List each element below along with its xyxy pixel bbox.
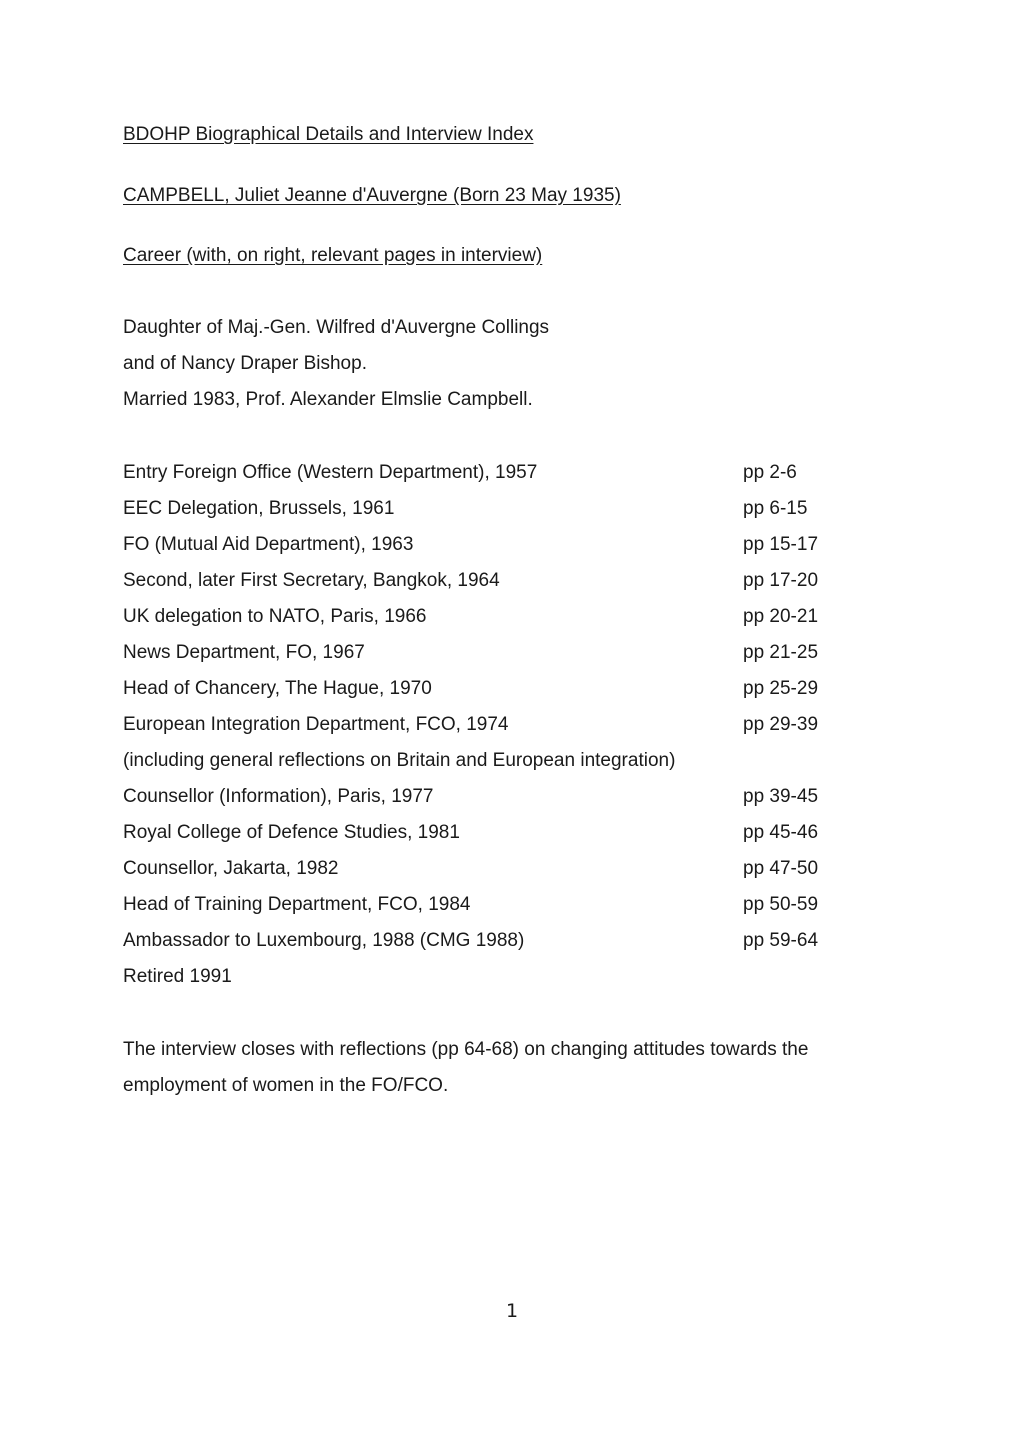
- career-pages: pp 45-46: [743, 822, 819, 843]
- page-number: 1: [505, 1300, 519, 1322]
- career-pages: pp 6-15: [743, 498, 808, 519]
- career-pages: pp 29-39: [743, 714, 819, 735]
- career-entry: [123, 822, 843, 852]
- career-entry: [123, 570, 843, 600]
- career-pages: pp 21-25: [743, 642, 819, 663]
- career-entry: [123, 534, 843, 564]
- career-pages: pp 47-50: [743, 858, 819, 879]
- career-entry: [123, 498, 843, 528]
- career-role: Counsellor (Information), Paris, 1977: [123, 786, 434, 807]
- family-line: Daughter of Maj.-Gen. Wilfred d'Auvergne Collings: [123, 317, 550, 338]
- career-role: Retired 1991: [123, 966, 232, 987]
- career-entry: [123, 678, 843, 708]
- career-entry: [123, 894, 843, 924]
- career-entry: [123, 930, 843, 960]
- career-entry: [123, 606, 843, 636]
- career-role: News Department, FO, 1967: [123, 642, 365, 663]
- career-role: European Integration Department, FCO, 1974: [123, 714, 509, 735]
- career-role: Second, later First Secretary, Bangkok, 1964: [123, 570, 500, 591]
- career-entry: [123, 786, 843, 816]
- career-entry: [123, 462, 843, 492]
- document-title: BDOHP Biographical Details and Interview Index: [123, 124, 534, 145]
- subject-name: CAMPBELL, Juliet Jeanne d'Auvergne (Born 23 May 1935): [123, 185, 621, 206]
- career-pages: pp 25-29: [743, 678, 819, 699]
- closing-line: The interview closes with reflections (pp 64-68) on changing attitudes towards the: [123, 1039, 809, 1060]
- career-pages: pp 2-6: [743, 462, 797, 483]
- career-pages: pp 59-64: [743, 930, 819, 951]
- career-role: Entry Foreign Office (Western Department), 1957: [123, 462, 538, 483]
- career-entry: [123, 642, 843, 672]
- career-role: Head of Training Department, FCO, 1984: [123, 894, 471, 915]
- closing-line: employment of women in the FO/FCO.: [123, 1075, 449, 1096]
- career-role: Ambassador to Luxembourg, 1988 (CMG 1988): [123, 930, 525, 951]
- career-entry: [123, 750, 843, 780]
- career-heading: Career (with, on right, relevant pages in interview): [123, 245, 543, 266]
- career-role: Royal College of Defence Studies, 1981: [123, 822, 460, 843]
- career-pages: pp 15-17: [743, 534, 819, 555]
- career-entry: [123, 966, 843, 996]
- career-entry: [123, 714, 843, 744]
- career-pages: pp 20-21: [743, 606, 819, 627]
- career-role: EEC Delegation, Brussels, 1961: [123, 498, 395, 519]
- career-pages: pp 39-45: [743, 786, 819, 807]
- career-entry: [123, 858, 843, 888]
- career-role: Counsellor, Jakarta, 1982: [123, 858, 339, 879]
- career-role: Head of Chancery, The Hague, 1970: [123, 678, 432, 699]
- career-pages: pp 50-59: [743, 894, 819, 915]
- career-role: UK delegation to NATO, Paris, 1966: [123, 606, 427, 627]
- career-role: FO (Mutual Aid Department), 1963: [123, 534, 414, 555]
- family-line: and of Nancy Draper Bishop.: [123, 353, 367, 374]
- career-pages: pp 17-20: [743, 570, 819, 591]
- career-role: (including general reflections on Britain and European integration): [123, 750, 676, 771]
- family-line: Married 1983, Prof. Alexander Elmslie Campbell.: [123, 389, 533, 410]
